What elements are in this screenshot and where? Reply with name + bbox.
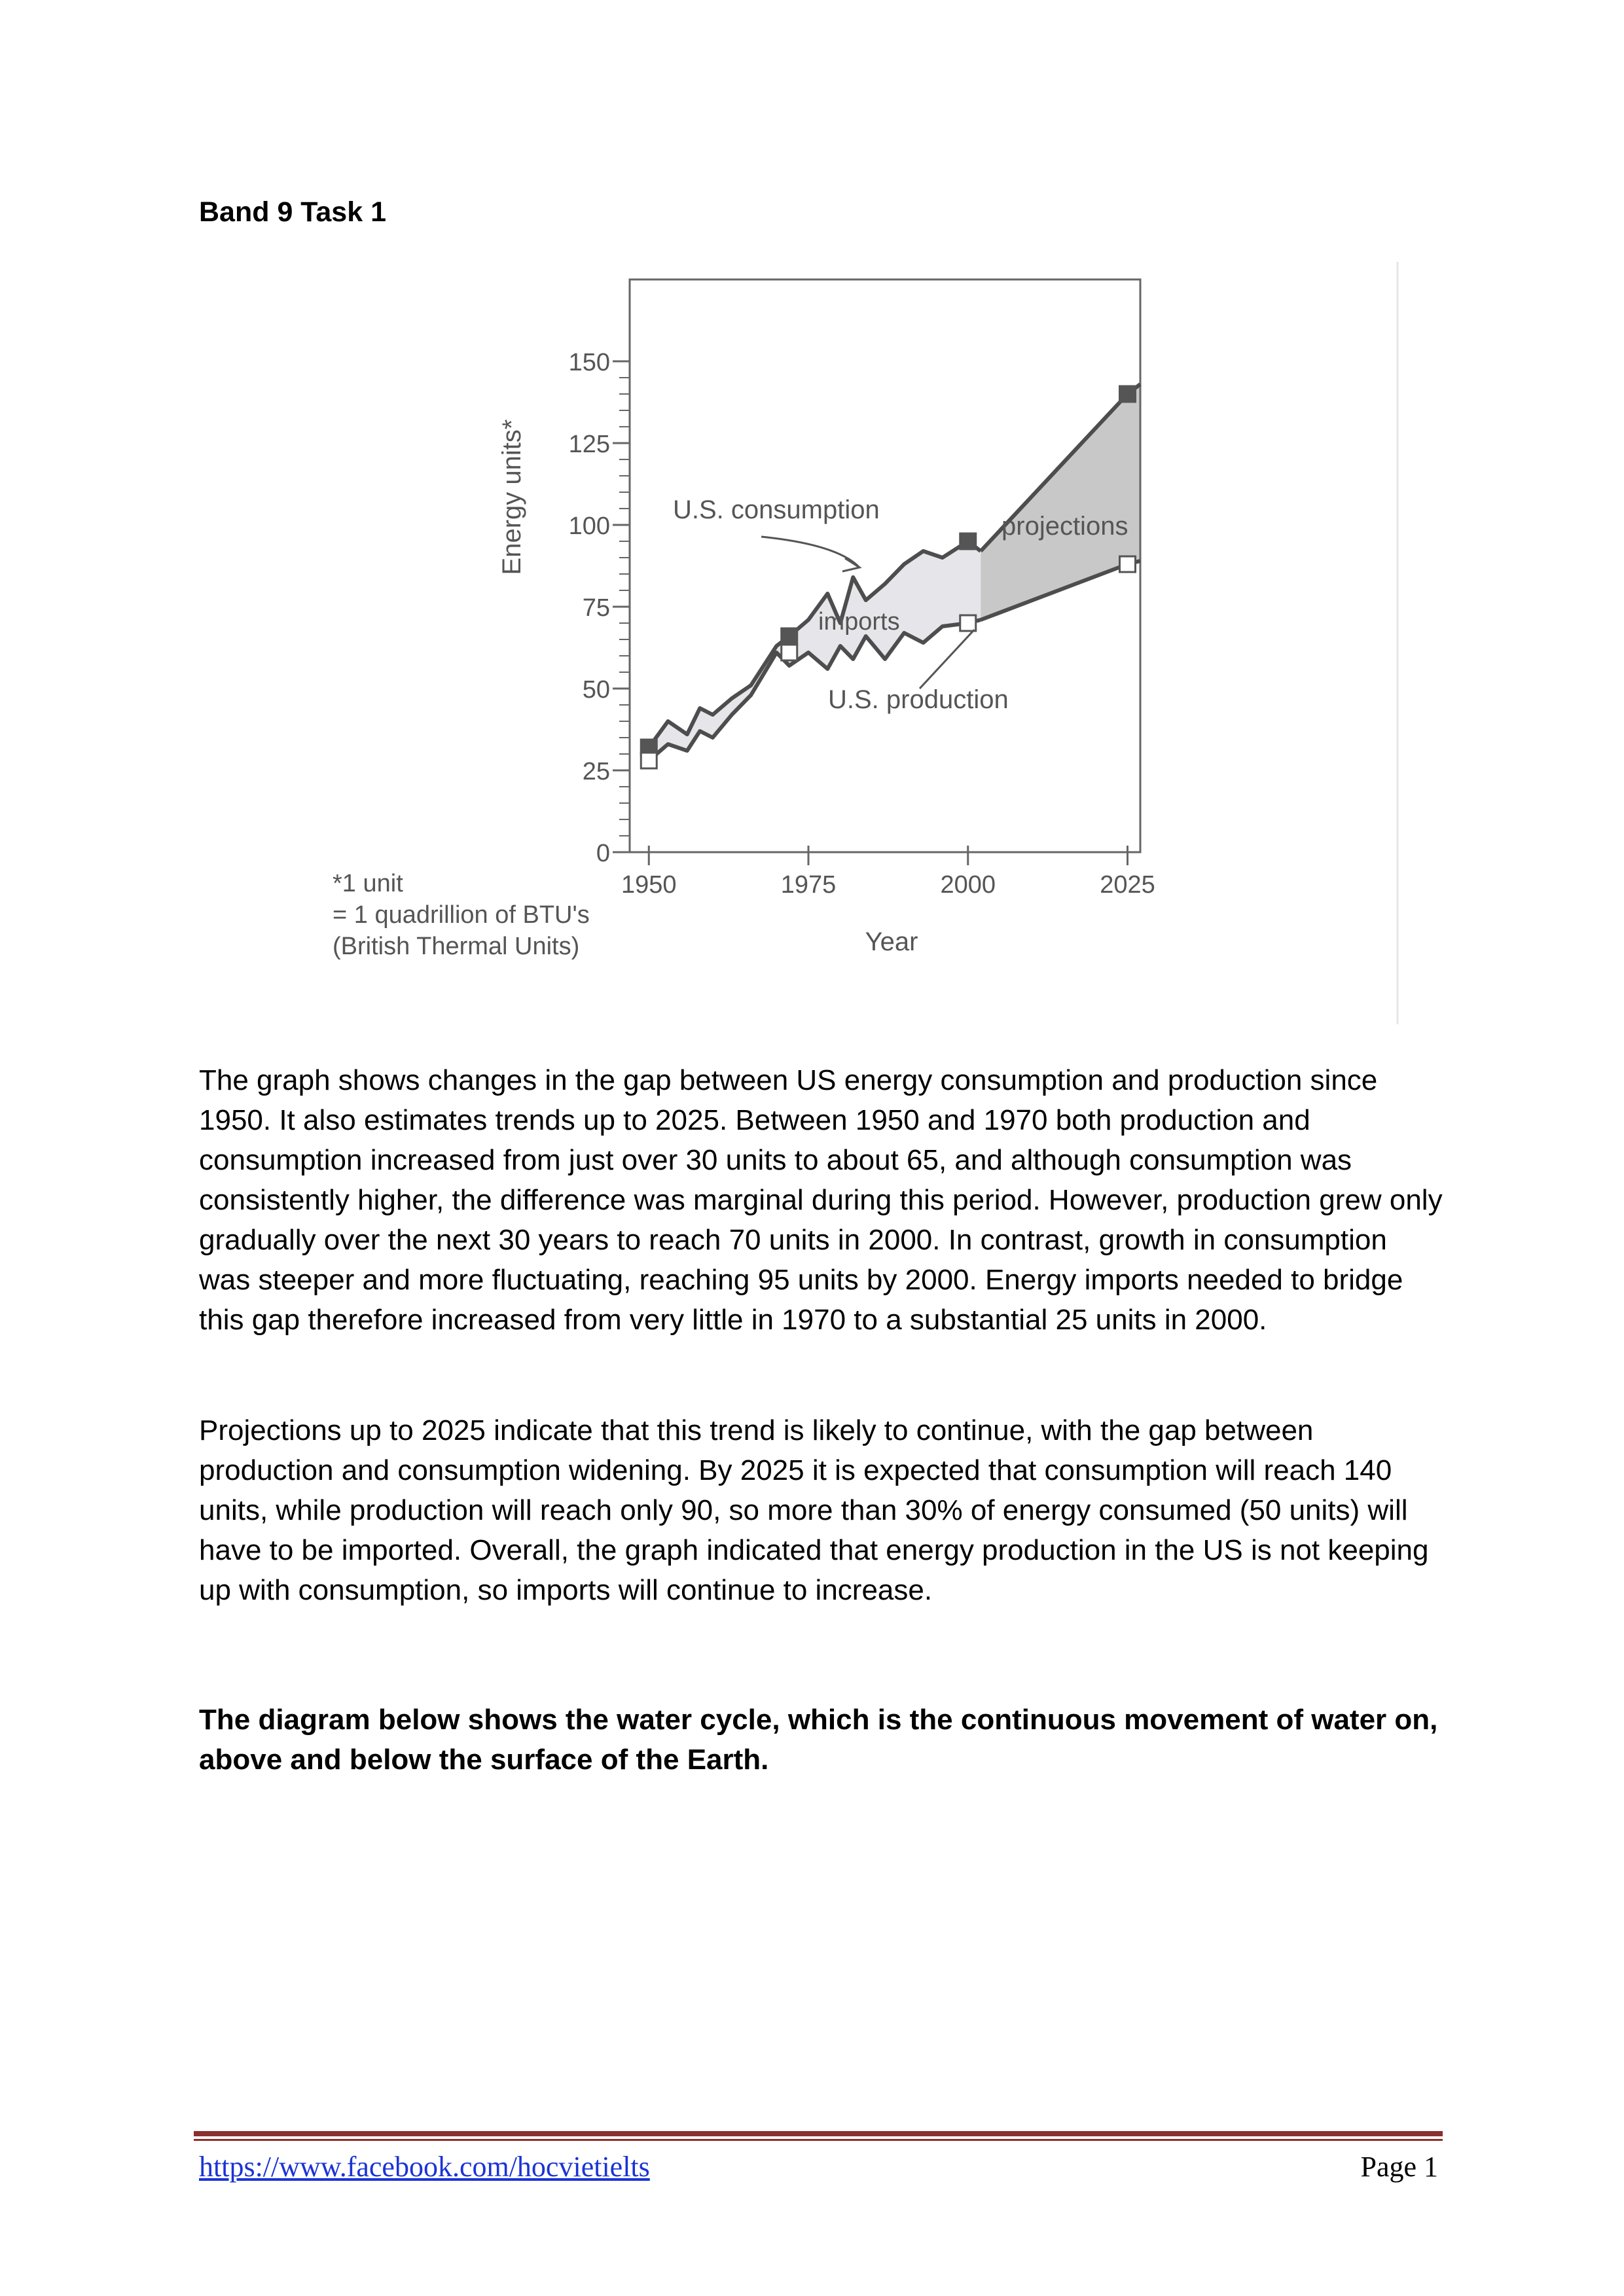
footer-rule-thin [194,2139,1443,2141]
footnote-line: (British Thermal Units) [333,933,580,960]
production-marker-2025 [1120,556,1136,572]
annotation-consumption: U.S. consumption [673,495,880,524]
projections-area [981,384,1140,620]
paragraph-1: The graph shows changes in the gap between US energy consumption and production since 1950. It also estimates trends up to 2025. Between 1950 and 1970 both production and consumption increased from just over 30 units to about 65, and although consumption was consistently higher, the difference was marginal during this period. However, production grew only gradually over the next 30 years to reach 70 units in 2000. In contrast, growth in consumption was steeper and more fluctuating, reaching 95 units by 2000. Energy imports needed to bridge this gap therefore increased from very little in 1970 to a substantial 25 units in 2000. [199,1064,1443,1336]
page-heading: Band 9 Task 1 [199,196,386,228]
x-tick-label: 1950 [621,871,677,899]
page-number: Page 1 [1360,2151,1438,2183]
footnote-line: = 1 quadrillion of BTU's [333,901,590,929]
footer-link[interactable]: https://www.facebook.com/hocvietielts [199,2151,650,2183]
y-tick-label: 150 [568,349,610,376]
y-tick-label: 125 [568,431,610,458]
consumption-marker-1972 [782,628,797,644]
y-tick-label: 100 [568,512,610,540]
annotation-production: U.S. production [828,685,1009,714]
y-tick-label: 0 [596,840,610,867]
annotation-imports: imports [818,608,900,636]
footer-rule [194,2131,1443,2136]
production-marker-1950 [641,753,657,768]
task-prompt: The diagram below shows the water cycle, which is the continuous movement of water on, above and below the surface of the Earth. [199,1704,1438,1776]
y-tick-label: 50 [582,676,610,704]
x-tick-label: 2025 [1100,871,1155,899]
x-tick-label: 2000 [940,871,996,899]
paragraph-2: Projections up to 2025 indicate that this trend is likely to continue, with the gap between production and consumption widening. By 2025 it is expected that consumption will reach 140 units, while production will reach only 90, so more than 30% of energy consumed (50 units) will have to be imported. Overall, the graph indicated that energy production in the US is not keeping up with consumption, so imports will continue to increase. [199,1414,1429,1606]
imports-area [649,541,981,761]
y-tick-label: 25 [582,758,610,785]
consumption-marker-2025 [1120,386,1136,402]
production-marker-1972 [782,645,797,660]
energy-chart [314,255,1414,1028]
x-tick-label: 1975 [780,871,837,899]
x-axis-label: Year [865,927,918,956]
y-axis-label: Energy units* [497,419,526,575]
y-tick-label: 75 [582,594,610,622]
consumption-marker-2000 [960,533,976,549]
footnote-line: *1 unit [333,870,403,897]
production-marker-2000 [960,615,976,631]
annotation-projections: projections [1001,512,1128,541]
annotation-arrow [761,537,859,567]
